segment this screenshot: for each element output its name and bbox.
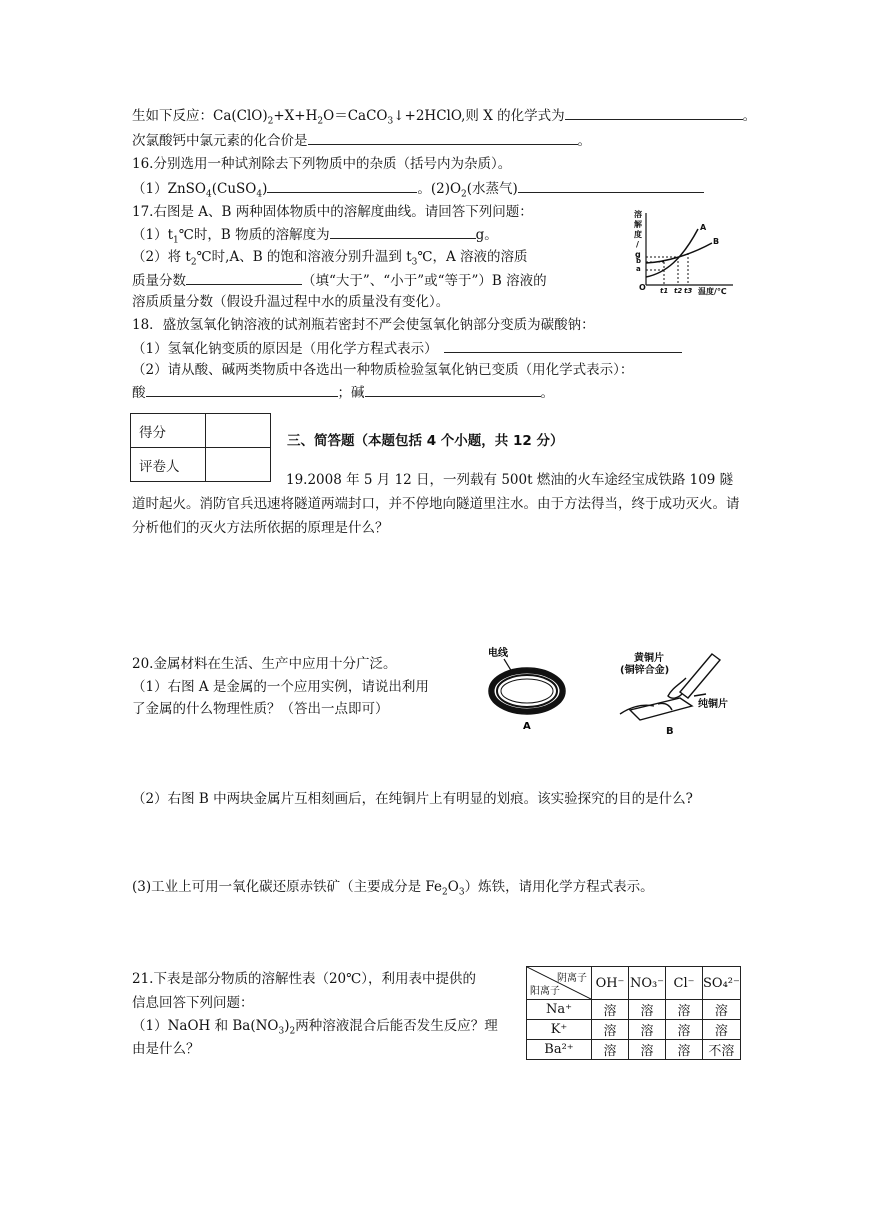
anion-label: 阴离子 (557, 973, 587, 984)
graph-y-label-4: / (636, 240, 639, 249)
question-16: 16.分别选用一种试剂除去下列物质中的杂质（括号内为杂质）。 (132, 156, 512, 172)
table-corner (527, 967, 592, 1000)
question-17: 17.右图是 A、B 两种固体物质中的溶解度曲线。请回答下列问题： (132, 204, 533, 220)
figure-a-wire (480, 643, 580, 735)
graph-tick-t3: t3 (684, 287, 693, 295)
graph-tick-b: b (636, 257, 642, 265)
table-cell: 溶 (629, 1020, 666, 1040)
question-19: 19.2008 年 5 月 12 日，一列载有 500t 燃油的火车途经宝成铁路 109 隧道时起火。消防官兵迅速将隧道两端封口，并不停地向隧道里注水。由于方法得当，终于成功灭火。请分析他们的灭火方法所依据的原理是什么？ (132, 472, 740, 536)
cation-k: K⁺ (527, 1020, 592, 1040)
graph-y-label-2: 解 (634, 220, 642, 229)
answer-blank[interactable] (330, 225, 476, 239)
table-cell: 溶 (703, 1020, 741, 1040)
table-cell: 溶 (666, 1020, 703, 1040)
grader-label: 评卷人 (131, 448, 206, 482)
solubility-table (526, 966, 741, 1060)
figure-b-caption: B (666, 726, 674, 737)
answer-blank[interactable] (365, 383, 541, 397)
table-cell: 溶 (592, 1040, 629, 1060)
table-cell: 溶 (666, 1040, 703, 1060)
question-21-stem2: 信息回答下列问题： (132, 995, 254, 1011)
figure-a-label: 电线 (488, 648, 508, 659)
table-row (527, 1020, 741, 1040)
cation-label: 阳离子 (530, 986, 560, 997)
table-row (527, 1040, 741, 1060)
solubility-graph (630, 207, 740, 299)
table-cell: 溶 (592, 1020, 629, 1040)
answer-blank[interactable] (565, 106, 743, 120)
graph-y-label-1: 溶 (634, 210, 642, 219)
cation-na: Na⁺ (527, 1000, 592, 1020)
graph-y-label-3: 度 (634, 230, 642, 239)
table-cell: 溶 (703, 1000, 741, 1020)
anion-oh: OH⁻ (592, 967, 629, 1000)
question-18-part2: （2）请从酸、碱两类物质中各选出一种物质检验氢氧化钠已变质（用化学式表示）： (132, 362, 634, 378)
cation-ba: Ba²⁺ (527, 1040, 592, 1060)
figure-b-label-alloy: (铜锌合金) (620, 665, 670, 676)
question-17-part2: （2）将 $t_2℃$时,A、B 的饱和溶液分别升温到 $t_3℃$，A 溶液的溶质 (132, 249, 528, 268)
answer-blank[interactable] (186, 271, 302, 285)
figure-b-scratch (610, 648, 750, 740)
question-21-part1b: 由是什么？ (132, 1041, 200, 1057)
answer-blank[interactable] (267, 179, 417, 193)
graph-y-label-5: g (635, 250, 641, 259)
question-18: 18．盛放氢氧化钠溶液的试剂瓶若密封不严会使氢氧化钠部分变质为碳酸钠： (132, 317, 595, 333)
graph-tick-t2: t2 (674, 287, 683, 295)
question-21-part1: （1）NaOH 和 $Ba(NO_3)_2$两种溶液混合后能否发生反应？理 (132, 1018, 498, 1037)
section-title: 三、简答题（本题包括 4 个小题，共 12 分） (287, 433, 564, 449)
answer-blank[interactable] (518, 179, 704, 193)
score-label: 得分 (131, 414, 206, 448)
figure-b-label-copper: 纯铜片 (698, 699, 728, 710)
score-field[interactable] (206, 414, 271, 448)
table-row (527, 1000, 741, 1020)
graph-tick-a: a (636, 265, 641, 273)
table-cell: 溶 (592, 1000, 629, 1020)
answer-blank[interactable] (444, 339, 682, 353)
question-20-part3: (3)工业上可用一氧化碳还原赤铁矿（主要成分是 $Fe_2O_3$）炼铁，请用化学方程式表示。 (132, 879, 654, 898)
answer-blank[interactable] (308, 131, 578, 145)
question-17-part1: $(1)t_1℃$时，B 物质的溶解度为 g。 (132, 227, 498, 246)
anion-so4: SO₄²⁻ (703, 967, 741, 1000)
anion-no3: NO₃⁻ (629, 967, 666, 1000)
question-20-part2: （2）右图 B 中两块金属片互相刻画后，在纯铜片上有明显的划痕。该实验探究的目的是什么? (132, 791, 693, 807)
question-20: 20.金属材料在生活、生产中应用十分广泛。 (132, 656, 397, 672)
table-cell: 不溶 (703, 1040, 741, 1060)
figure-a-caption: A (523, 721, 531, 732)
graph-origin: O (639, 283, 646, 292)
question-20-part1a: （1）右图 A 是金属的一个应用实例，请说出利用 (132, 679, 429, 695)
curve-b (646, 243, 712, 263)
figure-b-label-brass: 黄铜片 (634, 653, 664, 664)
curve-label-b: B (713, 237, 720, 246)
table-cell: 溶 (666, 1000, 703, 1020)
question-18-part1: （1）氢氧化钠变质的原因是（用化学方程式表示） (132, 339, 682, 358)
question-17-part2-cont: 质量分数 （填“大于”、“小于”或“等于”）B 溶液的 (132, 273, 547, 289)
graph-x-label: 温度/℃ (698, 287, 727, 296)
table-cell: 溶 (629, 1000, 666, 1020)
question-18-part3: 酸 ；碱 。 (132, 385, 554, 401)
table-cell: 溶 (629, 1040, 666, 1060)
question-17-note: 溶质质量分数（假设升温过程中水的质量没有变化）。 (132, 294, 450, 310)
line-valence: 次氯酸钙中氯元素的化合价是 。 (132, 133, 591, 149)
question-16-parts: （1）ZnSO$_4$(CuSO$_4$) 。$(2)O_2$(水蒸气) (132, 179, 704, 204)
answer-blank[interactable] (146, 383, 338, 397)
curve-label-a: A (700, 223, 707, 232)
question-20-part1b: 了金属的什么物理性质？（答出一点即可） (132, 701, 389, 717)
line-reaction: 生如下反应：$Ca(ClO)_2+X+H_2O=CaCO_3↓+2HClO$,则 X 的化学式为 。 (132, 108, 757, 127)
anion-cl: Cl⁻ (666, 967, 703, 1000)
question-21: 21.下表是部分物质的溶解性表（20℃），利用表中提供的 (132, 971, 476, 987)
graph-tick-t1: t1 (660, 287, 669, 295)
